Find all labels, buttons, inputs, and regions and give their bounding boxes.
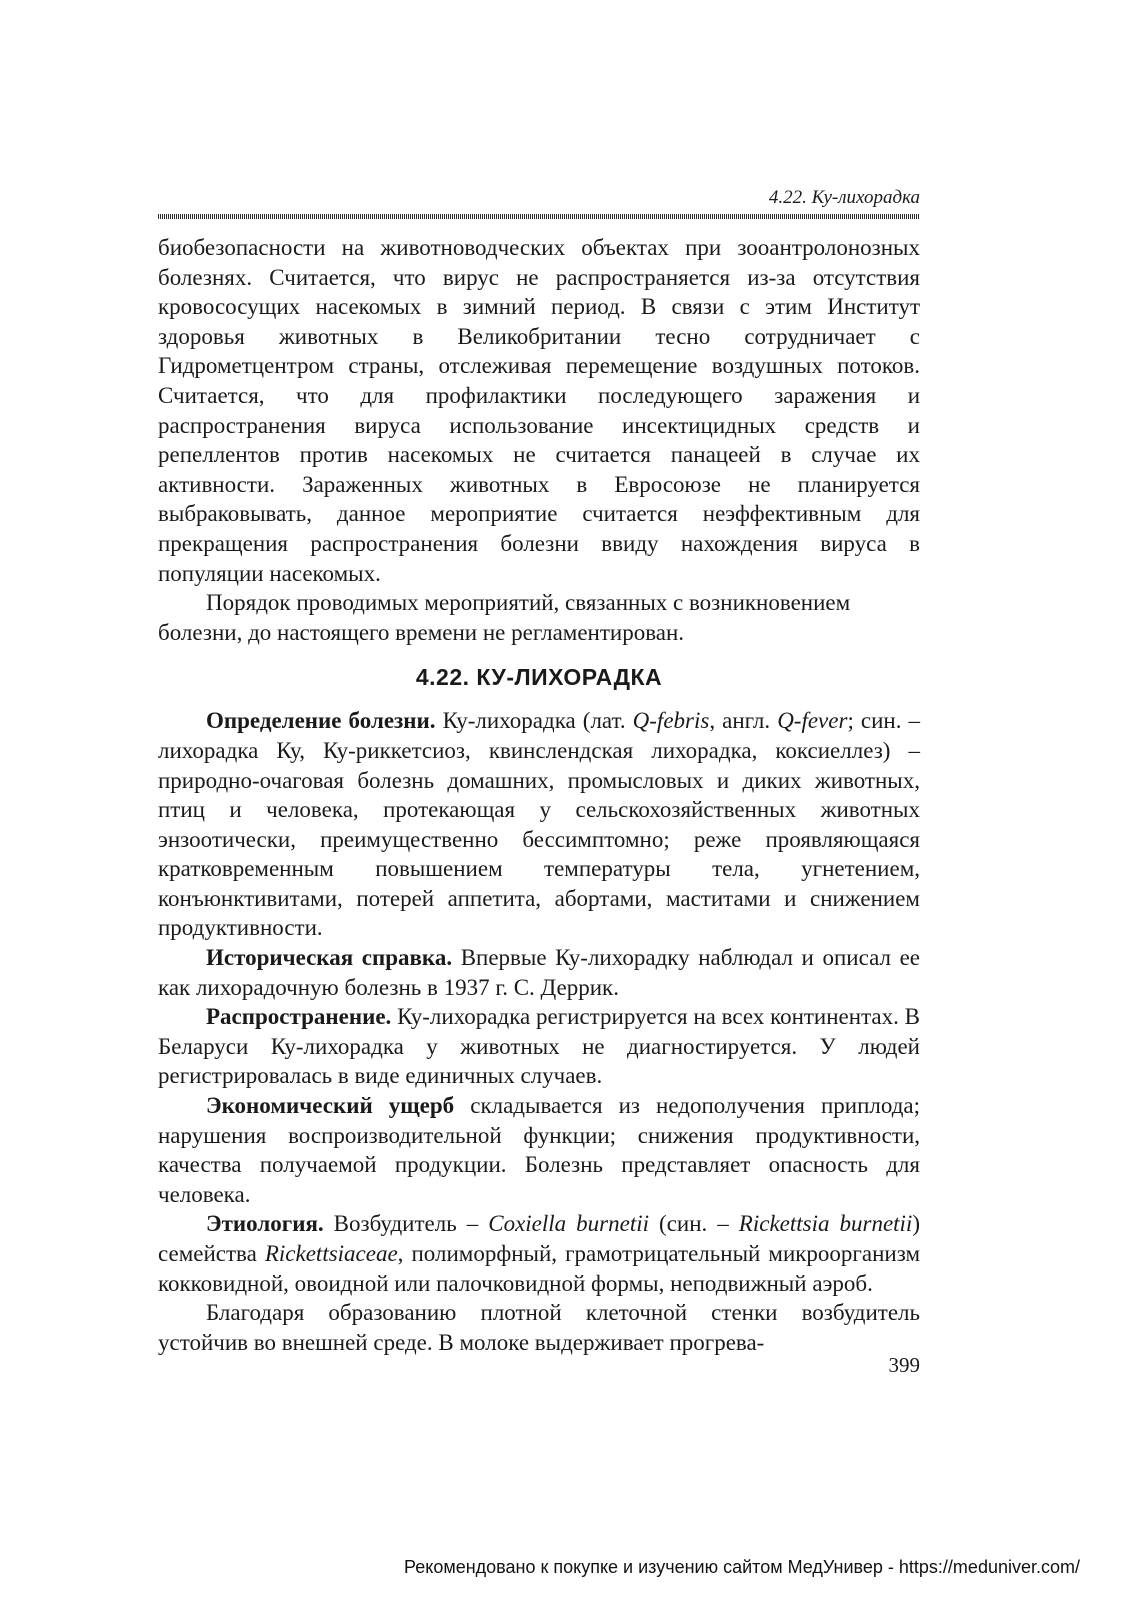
intro-paragraph-1: биобезопасности на животноводческих объектах при зооантролонозных болезнях. Считается, что вирус не распространяется из-за отсутствия кровососущих насекомых в зимний период. В связи с этим Институт здоровья животных в Великобритании тесно сотрудничает с Гидрометцентром страны, отслеживая перемещение воздушных потоков. Считается, что для профилактики последующего заражения и распространения вируса использование инсектицидных средств и репеллентов против насекомых не считается панацеей в случае их активности. Зараженных животных в Евросоюзе не планируется выбраковывать, данное мероприятие считается неэффективным для прекращения распространения болезни ввиду нахождения вируса в популяции насекомых. xyxy=(158,235,920,586)
etiology-paragraph xyxy=(158,1209,920,1298)
history-paragraph xyxy=(158,943,920,1002)
definition-text-2: , англ. xyxy=(709,708,778,734)
definition-latin-term: Q-febris xyxy=(632,708,710,734)
etiology-text-3: ) семейства xyxy=(158,1211,920,1266)
definition-text-3: ; син. – лихорадка Ку, Ку-риккетсиоз, квинслендская лихорадка, коксиеллез) – природно-очаговая болезнь домашних, промысловых и диких животных, птиц и человека, протекающая у сельскохозяйственных животных энзоотически, преимущественно бессимптомно; реже проявляющаяся кратковременным повышением температуры тела, угнетением, конъюнктивитами, потерей аппетита, абортами, маститами и снижением продуктивности. xyxy=(158,708,920,941)
header-rule xyxy=(158,214,920,219)
page-number: 399 xyxy=(888,1353,920,1377)
etiology-text-2: (син. – xyxy=(649,1211,739,1237)
history-text: Впервые Ку-лихорадку наблюдал и описал ее как лихорадочную болезнь в 1937 г. С. Деррик. xyxy=(158,945,920,1000)
definition-paragraph xyxy=(158,706,920,943)
etiology-species: Coxiella burnetii xyxy=(488,1211,650,1237)
etiology-synonym: Rickettsia burnetii xyxy=(738,1211,913,1237)
history-label: Историческая справка. xyxy=(206,945,453,971)
resistance-paragraph: Благодаря образованию плотной клеточной стенки возбудитель устойчив во внешней среде. В молоке выдерживает прогрева- xyxy=(158,1300,920,1355)
running-head: 4.22. Ку-лихорадка xyxy=(768,187,920,208)
etiology-label: Этиология. xyxy=(206,1211,324,1237)
damage-paragraph xyxy=(158,1091,920,1209)
intro-paragraph-2: Порядок проводимых мероприятий, связанных с возникновением болезни, до настоящего времени не регламентирован. xyxy=(158,590,851,645)
section-heading: 4.22. КУ-ЛИХОРАДКА xyxy=(415,664,663,691)
spread-label: Распространение. xyxy=(206,1004,392,1030)
page-body xyxy=(158,233,920,1357)
definition-label: Определение болезни. xyxy=(206,708,436,734)
spread-text: Ку-лихорадка регистрируется на всех континентах. В Беларуси Ку-лихорадка у животных не диагностируется. У людей регистрировалась в виде единичных случаев. xyxy=(158,1004,920,1089)
etiology-family: Rickettsiaceae xyxy=(264,1241,398,1266)
definition-english-term: Q-fever xyxy=(777,708,848,734)
spread-paragraph xyxy=(158,1002,920,1091)
etiology-text-4: , полиморфный, грамотрицательный микроорганизм кокковидной, овоидной или палочковидной формы, неподвижный аэроб. xyxy=(158,1241,921,1296)
damage-label: Экономический ущерб xyxy=(206,1093,455,1119)
etiology-text-1: Возбудитель – xyxy=(323,1211,489,1237)
footer-recommendation: Рекомендовано к покупке и изучению сайтом МедУнивер - https://meduniver.com/ xyxy=(404,1557,1080,1577)
definition-text-1: Ку-лихорадка (лат. xyxy=(435,708,633,734)
damage-text: складывается из недополучения приплода; нарушения воспроизводительной функции; снижения продуктивности, качества получаемой продукции. Болезнь представляет опасность для человека. xyxy=(158,1093,921,1207)
